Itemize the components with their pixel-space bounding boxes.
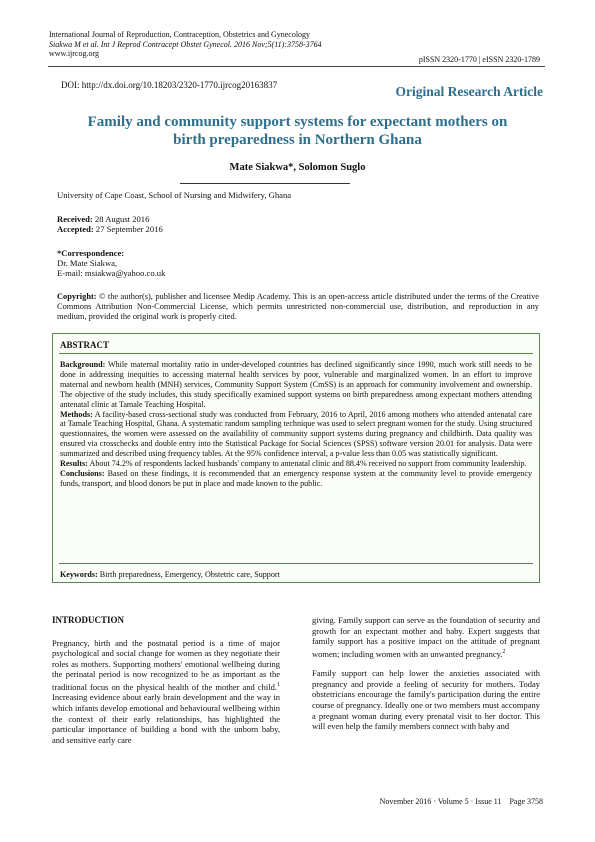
background-label: Background:: [60, 360, 106, 369]
abstract-background: [60, 360, 532, 410]
header-rule: [48, 66, 545, 67]
received-label: Received:: [57, 214, 93, 224]
journal-header: [49, 30, 322, 59]
abstract-methods: [60, 410, 532, 460]
methods-label: Methods:: [60, 409, 93, 419]
citation: Siakwa M et al. Int J Reprod Contracept Obstet Gynecol. 2016 Nov;5(11):3758-3764: [49, 39, 322, 49]
background-text: While maternal mortality ratio in under-developed countries has declined significantly since 1990, much work still needs to be done in addressing inequities to accessing maternal health services by poor, vulnerable and marginalized women. In an effort to improve maternal and newborn health (MNH) services, Community Support System (CmSS) is an approach for community involvement and ownership. The objective of the study includes, this study specifically examined support systems on birth preparedness among expectant mothers attending antenatal clinic at Tamale Teaching Hospital.: [60, 360, 532, 409]
results-label: Results:: [60, 459, 88, 469]
copyright-text: © the author(s), publisher and licensee Medip Academy. This is an open-access article distributed under the terms of the Creative Commons Attribution Non-Commercial License, which permits unrestricted non-commercial use, distribution, and reproduction in any medium, provided the original work is properly cited.: [57, 292, 539, 321]
author-rule: [180, 183, 350, 184]
issn: pISSN 2320-1770 | eISSN 2320-1789: [418, 55, 540, 64]
abstract-heading: ABSTRACT: [60, 340, 110, 350]
results-text: About 74.2% of respondents lacked husbands' company to antenatal clinic and 88.4% received no support from community leadership.: [89, 459, 527, 469]
received-date: 28 August 2016: [94, 214, 150, 224]
abstract-results: [60, 459, 532, 469]
column-right: [312, 615, 540, 741]
introduction-heading: INTRODUCTION: [52, 615, 125, 625]
dates: [57, 214, 163, 234]
ref-1[interactable]: 1: [277, 681, 280, 688]
column-left: [52, 615, 280, 754]
abstract-conclusions: [60, 469, 532, 489]
methods-text: A facility-based cross-sectional study was conducted from February, 2016 to April, 2016 among mothers who attended antenatal care at Tamale Teaching Hospital, Ghana. A systematic random sampling technique was used to select pregnant women for the study. Using structured questionnaires, the women were assessed on the availability of community support systems during pregnancy and childbirth. Data quality was ensured via crosschecks and double entry into the Statistical Package for Social Sciences (SPSS) software version 20.01 for analysis. Data were summarized and described using frequency tables. At the 95% confidence interval, a p-value less than 0.05 was statistically significant.: [60, 409, 533, 459]
intro-paragraph-1: [52, 638, 280, 746]
correspondence-label: *Correspondence:: [57, 248, 125, 258]
abstract-rule: [59, 353, 533, 354]
conclusions-label: Conclusions:: [60, 468, 105, 478]
copyright-label: Copyright:: [57, 292, 97, 301]
keywords: [60, 570, 280, 579]
intro-paragraph-2: [312, 615, 540, 659]
keywords-text: Birth preparedness, Emergency, Obstetric care, Support: [99, 570, 280, 579]
authors: Mate Siakwa*, Solomon Suglo: [229, 162, 366, 173]
conclusions-text: Based on these findings, it is recommended that an emergency response system at the community level to provide emergency funds, transport, and blood donors be put in place and made known to the public.: [60, 468, 532, 488]
keywords-label: Keywords:: [60, 570, 98, 579]
journal-name: International Journal of Reproduction, Contraception, Obstetrics and Gynecology: [49, 30, 311, 39]
correspondence-email[interactable]: E-mail: msiakwa@yahoo.co.uk: [57, 268, 166, 278]
article-type: Original Research Article: [395, 84, 543, 99]
intro-p1b-text: Increasing evidence about early brain development and the way in which infants develop emotional and behavioural wellbeing within the context of their early relationships, has highlighted the particular importance of building a bond with the unborn baby, and sensitive early care: [52, 692, 280, 745]
doi-link[interactable]: DOI: http://dx.doi.org/10.18203/2320-1770.ijrcog20163837: [61, 80, 278, 90]
keywords-rule: [59, 563, 533, 564]
affiliation: University of Cape Coast, School of Nursing and Midwifery, Ghana: [57, 190, 292, 200]
intro-p1-text: Pregnancy, birth and the postnatal period is a time of major psychological and social change for women as they negotiate their roles as mothers. Supporting mothers' emotional wellbeing during the perinatal period is now recognized to be as important as the traditional focus on the physical health of the mother and child.: [52, 637, 280, 692]
copyright: [57, 292, 539, 322]
abstract-body: [60, 360, 532, 489]
abstract-box: [52, 333, 540, 583]
accepted-label: Accepted:: [57, 224, 94, 234]
page-footer: November 2016 · Volume 5 · Issue 11 Page 3758: [379, 797, 543, 806]
correspondence: [57, 248, 165, 278]
correspondence-name: Dr. Mate Siakwa,: [57, 258, 118, 268]
ref-2[interactable]: 2: [502, 648, 506, 655]
website-link[interactable]: www.ijrcog.org: [49, 49, 99, 58]
accepted-date: 27 September 2016: [95, 224, 163, 234]
intro-paragraph-3: Family support can help lower the anxieties associated with pregnancy and provide a feeling of security for mothers. Today obstetricians encourage the family's participation during the entire course of pregnancy. Ideally one or two members must accompany a pregnant woman during every prenatal visit to her doctor. This will even help the family members connect with baby and: [312, 668, 540, 732]
intro-p2-text: giving. Family support can serve as the foundation of security and growth for an expectant mother and baby. Expert suggests that family support has a positive impact on the attitude of pregnant women; including women with an unwanted pregnancy.: [312, 615, 540, 659]
paper-title: Family and community support systems for expectant mothers on birth preparedness in Northern Ghana: [87, 114, 508, 148]
